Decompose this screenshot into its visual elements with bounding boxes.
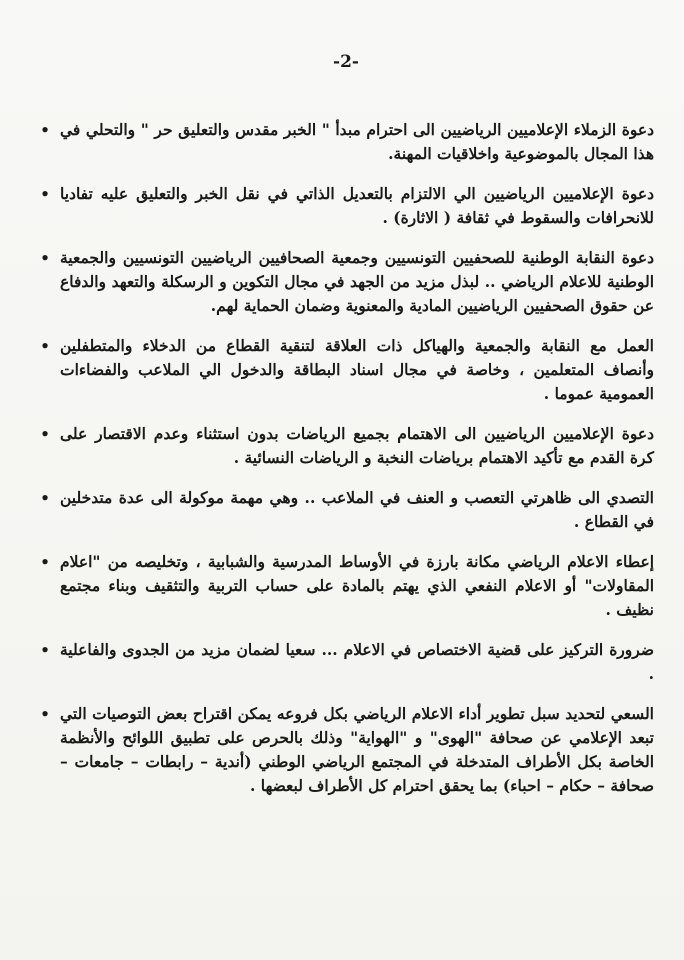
list-item-text: إعطاء الاعلام الرياضي مكانة بارزة في الأوساط المدرسية والشبابية ، وتخليصه من "اعلام المقاولات" أو الاعلام النفعي الذي يهتم بالمادة على حساب التربية والتثقيف وبناء مجتمع نظيف . — [60, 552, 654, 619]
bullet-icon: • — [40, 553, 50, 571]
list-item — [38, 702, 654, 798]
list-item — [38, 182, 654, 230]
list-item-text: دعوة الإعلاميين الرياضيين الى الاهتمام بجميع الرياضات بدون استثناء وعدم الاقتصار على كرة القدم مع تأكيد الاهتمام برياضات النخبة و الرياضات النسائية . — [60, 424, 654, 467]
bullet-icon: • — [40, 641, 50, 659]
bullet-icon: • — [40, 185, 50, 203]
list-item-text: ضرورة التركيز على قضية الاختصاص في الاعلام ... سعيا لضمان مزيد من الجدوى والفاعلية . — [60, 640, 654, 683]
bullet-icon: • — [40, 249, 50, 267]
bullet-icon: • — [40, 425, 50, 443]
list-item — [38, 638, 654, 686]
page-number: -2- — [333, 52, 359, 72]
bullet-icon: • — [40, 489, 50, 507]
list-item — [38, 334, 654, 406]
list-item — [38, 246, 654, 318]
list-item-text: التصدي الى ظاهرتي التعصب و العنف في الملاعب .. وهي مهمة موكولة الى عدة متدخلين في القطاع . — [60, 488, 654, 531]
list-item — [38, 486, 654, 534]
list-item — [38, 550, 654, 622]
bullet-icon: • — [40, 705, 50, 723]
list-item-text: دعوة الإعلاميين الرياضيين الي الالتزام بالتعديل الذاتي في نقل الخبر والتعليق عليه تفاديا للانحرافات والسقوط في ثقافة ( الاثارة) . — [60, 184, 654, 227]
list-item-text: دعوة الزملاء الإعلاميين الرياضيين الى احترام مبدأ " الخبر مقدس والتعليق حر " والتحلي في هذا المجال بالموضوعية واخلاقيات المهنة. — [60, 120, 654, 163]
list-item-text: السعي لتحديد سبل تطوير أداء الاعلام الرياضي بكل فروعه يمكن اقتراح بعض التوصيات التي تبعد الإعلامي عن صحافة "الهوى" و "الهواية" وذلك بالحرص على تطبيق اللوائح والأنظمة الخاصة بكل الأطراف المتدخلة في المجتمع الرياضي الوطني (أندية – رابطات – جامعات – صحافة – حكام – احباء) بما يحقق احترام كل الأطراف لبعضها . — [60, 704, 654, 795]
bullet-icon: • — [40, 121, 50, 139]
list-item — [38, 118, 654, 166]
list-item-text: العمل مع النقابة والجمعية والهياكل ذات العلاقة لتنقية القطاع من الدخلاء والمتطفلين وأنصاف المتعلمين ، وخاصة في مجال اسناد البطاقة والدخول الي الملاعب والفضاءات العمومية عموما . — [60, 336, 654, 403]
recommendations-list — [38, 118, 654, 798]
list-item — [38, 422, 654, 470]
bullet-icon: • — [40, 337, 50, 355]
list-item-text: دعوة النقابة الوطنية للصحفيين التونسيين وجمعية الصحافيين الرياضيين التونسيين والجمعية الوطنية للاعلام الرياضي .. لبذل مزيد من الجهد في مجال التكوين و الرسكلة والتعهد والدفاع عن حقوق الصحفيين الرياضيين المادية والمعنوية وضمان الحماية لهم. — [60, 248, 654, 315]
